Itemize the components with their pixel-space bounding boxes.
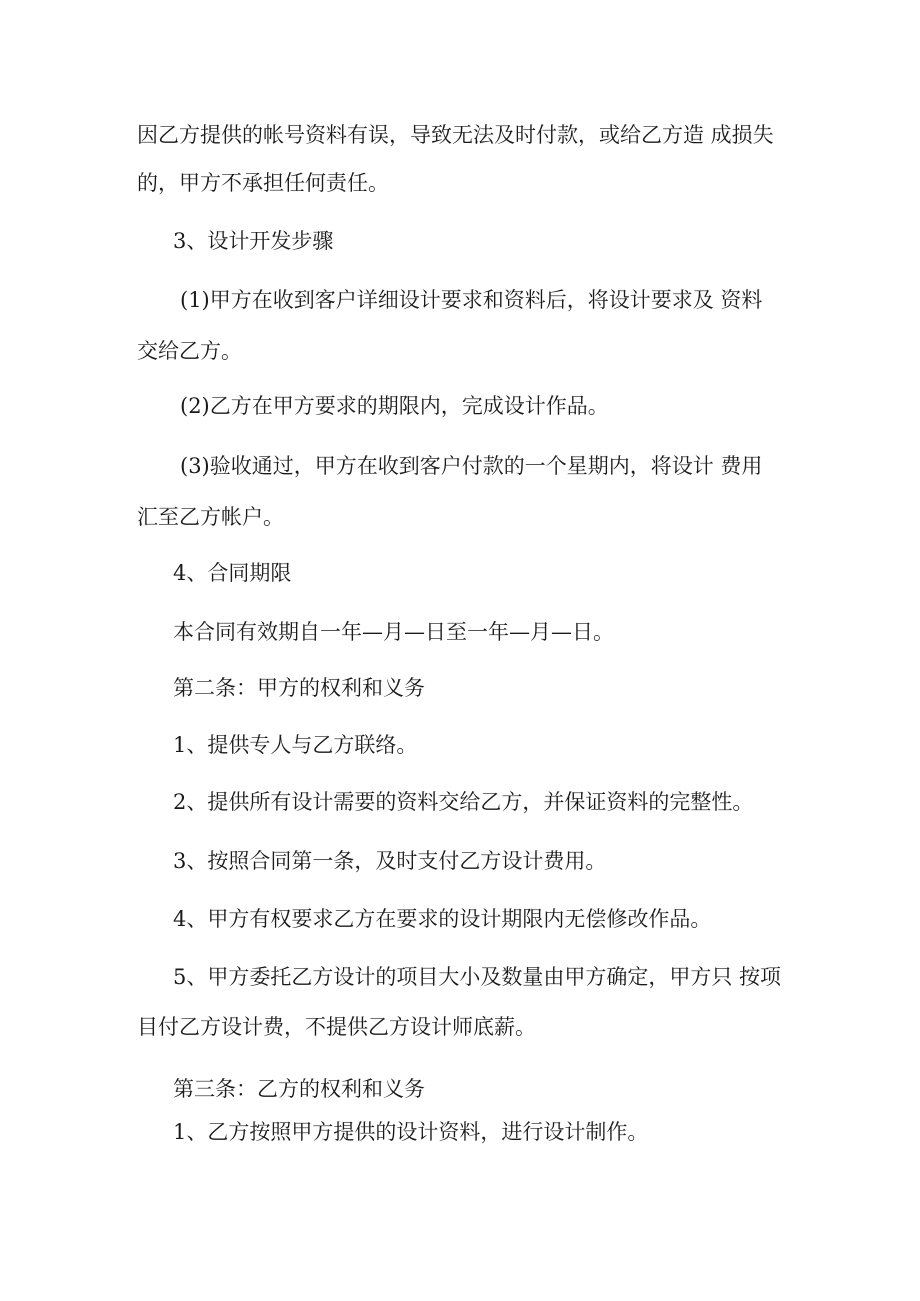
list-item: 3、按照合同第一条，及时支付乙方设计费用。	[173, 849, 607, 873]
section-heading: 3、设计开发步骤	[173, 229, 334, 253]
article-heading: 第三条：乙方的权利和义务	[173, 1077, 425, 1101]
paragraph-line: 交给乙方。	[137, 339, 242, 363]
paragraph-line: 汇至乙方帐户。	[137, 505, 284, 529]
paragraph-line: (3)验收通过，甲方在收到客户付款的一个星期内，将设计 费用	[180, 454, 763, 478]
article-heading: 第二条：甲方的权利和义务	[173, 676, 425, 700]
list-item: 5、甲方委托乙方设计的项目大小及数量由甲方确定，甲方只 按项	[173, 965, 782, 989]
paragraph-line: 本合同有效期自一年—月—日至一年—月—日。	[173, 620, 614, 644]
list-item: 4、甲方有权要求乙方在要求的设计期限内无偿修改作品。	[173, 907, 712, 931]
paragraph-line: (1)甲方在收到客户详细设计要求和资料后，将设计要求及 资料	[180, 288, 763, 312]
list-item: 1、提供专人与乙方联络。	[173, 733, 418, 757]
paragraph-line: 目付乙方设计费，不提供乙方设计师底薪。	[137, 1015, 536, 1039]
section-heading: 4、合同期限	[173, 561, 292, 585]
paragraph-line: 因乙方提供的帐号资料有误，导致无法及时付款，或给乙方造 成损失	[137, 123, 774, 147]
list-item: 2、提供所有设计需要的资料交给乙方，并保证资料的完整性。	[173, 790, 754, 814]
list-item: 1、乙方按照甲方提供的设计资料，进行设计制作。	[173, 1120, 649, 1144]
paragraph-line: 的，甲方不承担任何责任。	[137, 171, 389, 195]
paragraph-line: (2)乙方在甲方要求的期限内，完成设计作品。	[180, 394, 609, 418]
